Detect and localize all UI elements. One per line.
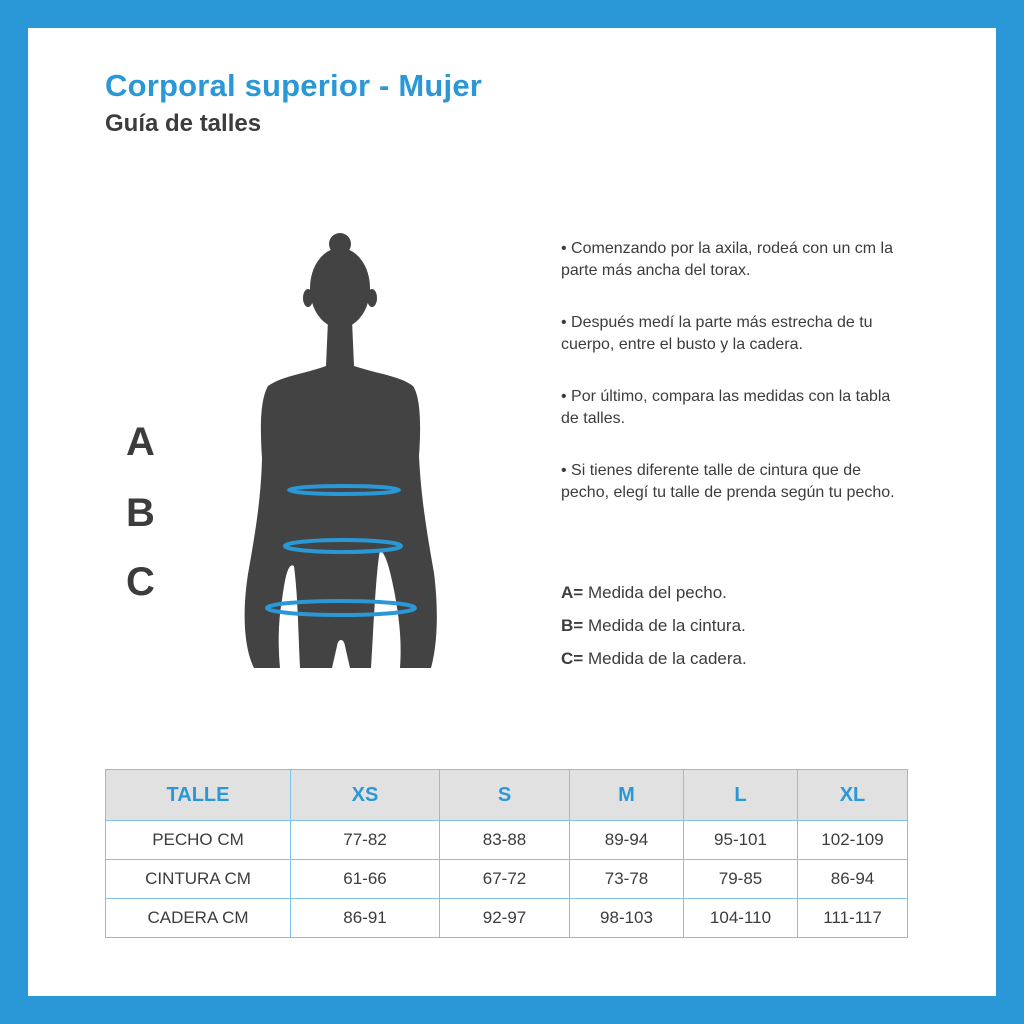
letter-c-label: C	[126, 560, 155, 604]
header-cell-xl: XL	[798, 770, 908, 821]
table-cell: 92-97	[440, 899, 570, 938]
legend-item-b	[561, 614, 921, 647]
header-cell-m: M	[570, 770, 684, 821]
row-label: CINTURA CM	[106, 860, 291, 899]
instruction-item: • Por último, compara las medidas con la tabla de talles.	[561, 388, 891, 427]
legend-text: Medida del pecho.	[587, 583, 727, 602]
letter-b-label: B	[126, 491, 155, 535]
table-row	[106, 899, 908, 938]
table-header-row	[106, 770, 908, 821]
table-cell: 111-117	[798, 899, 908, 938]
table-row	[106, 821, 908, 860]
row-label: PECHO CM	[106, 821, 291, 860]
header-cell-talle: TALLE	[106, 770, 291, 821]
row-label: CADERA CM	[106, 899, 291, 938]
letter-a-label: A	[126, 420, 155, 464]
table-cell: 86-91	[291, 899, 440, 938]
table-cell: 86-94	[798, 860, 908, 899]
table-cell: 104-110	[684, 899, 798, 938]
legend-text: Medida de la cadera.	[587, 649, 747, 668]
size-guide-card	[28, 28, 996, 996]
table-cell: 79-85	[684, 860, 798, 899]
header-cell-l: L	[684, 770, 798, 821]
page-subtitle: Guía de talles	[105, 110, 262, 137]
measurement-instructions	[561, 238, 901, 534]
table-cell: 73-78	[570, 860, 684, 899]
table-row	[106, 860, 908, 899]
size-table	[105, 769, 908, 938]
legend-key: A=	[561, 583, 584, 602]
instruction-item: • Si tienes diferente talle de cintura que de pecho, elegí tu talle de prenda según tu pecho.	[561, 462, 895, 501]
header-cell-xs: XS	[291, 770, 440, 821]
header-cell-s: S	[440, 770, 570, 821]
legend-key: C=	[561, 649, 584, 668]
legend-text: Medida de la cintura.	[587, 616, 746, 635]
table-cell: 89-94	[570, 821, 684, 860]
measurement-legend	[561, 581, 921, 680]
table-cell: 61-66	[291, 860, 440, 899]
legend-item-c	[561, 647, 921, 680]
table-cell: 98-103	[570, 899, 684, 938]
table-cell: 102-109	[798, 821, 908, 860]
table-cell: 83-88	[440, 821, 570, 860]
instruction-item: • Después medí la parte más estrecha de tu cuerpo, entre el busto y la cadera.	[561, 314, 873, 353]
table-cell: 95-101	[684, 821, 798, 860]
table-cell: 67-72	[440, 860, 570, 899]
table-cell: 77-82	[291, 821, 440, 860]
body-silhouette-illustration	[228, 228, 468, 668]
page-title: Corporal superior - Mujer	[105, 68, 483, 103]
legend-item-a	[561, 581, 921, 614]
legend-key: B=	[561, 616, 584, 635]
instruction-item: • Comenzando por la axila, rodeá con un cm la parte más ancha del torax.	[561, 240, 894, 279]
